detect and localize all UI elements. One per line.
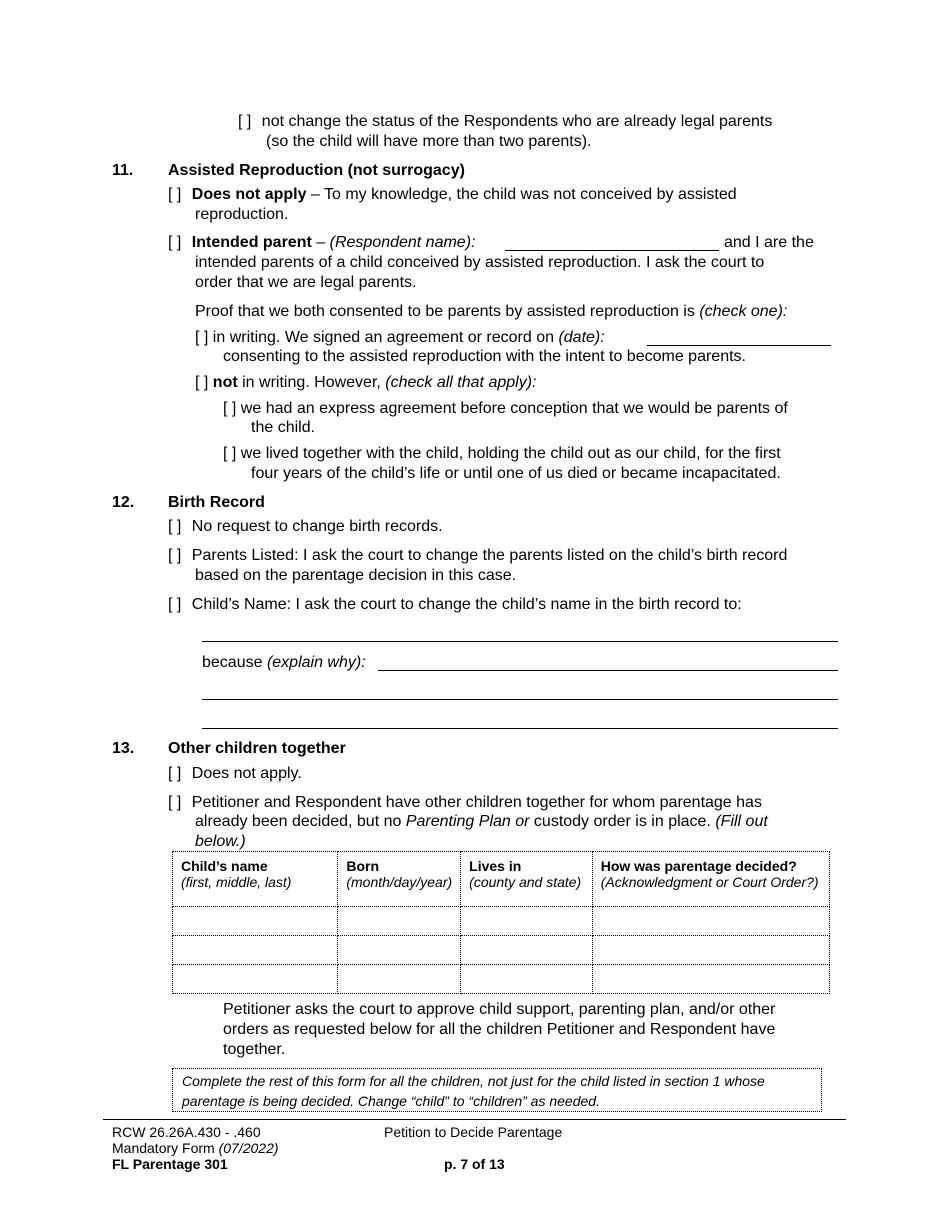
table-cell[interactable]	[173, 907, 338, 936]
table-cell[interactable]	[461, 936, 593, 965]
option-text: in writing. We signed an agreement or record on	[208, 329, 559, 346]
option-not-change-status	[238, 112, 772, 132]
table-cell[interactable]	[592, 936, 829, 965]
checkbox-other-children[interactable]: [ ]	[168, 794, 182, 811]
header-sub: (month/day/year)	[346, 874, 453, 890]
section-12-number: 12.	[112, 494, 135, 511]
option-text: we lived together with the child, holding the child out as our child, for the first	[236, 445, 781, 462]
checkbox-intended-parent[interactable]: [ ]	[168, 234, 182, 251]
mandatory-date: (07/2022)	[218, 1140, 279, 1156]
section-12-title: Birth Record	[168, 494, 265, 511]
header-title: Child’s name	[181, 858, 268, 874]
instruction-note	[172, 1068, 822, 1112]
text-a: already been decided, but no	[195, 813, 406, 830]
section-11-number: 11.	[112, 162, 134, 179]
table-cell[interactable]	[592, 907, 829, 936]
option-express-agreement	[223, 399, 788, 419]
explain-field-2[interactable]	[202, 699, 838, 700]
option-text: – To my knowledge, the child was not conceived by assisted	[306, 186, 737, 203]
option-text: and I are the	[724, 234, 814, 251]
other-children-table	[172, 851, 830, 994]
checkbox-no-request[interactable]: [ ]	[168, 518, 182, 535]
option-text-continued: consenting to the assisted reproduction with the intent to become parents.	[223, 348, 746, 365]
table-cell[interactable]	[461, 965, 593, 994]
because-instruction: (explain why):	[266, 654, 366, 671]
option-parents-listed	[168, 546, 787, 566]
table-cell[interactable]	[173, 965, 338, 994]
section-13-number: 13.	[112, 740, 135, 757]
respondent-name-field[interactable]	[505, 236, 719, 251]
section-13-title: Other children together	[168, 740, 346, 757]
because-label	[202, 653, 366, 673]
request-text: together.	[223, 1041, 286, 1058]
checkbox-not-in-writing[interactable]: [ ]	[195, 374, 209, 391]
check-all-instruction: (check all that apply):	[385, 374, 537, 391]
text-italic: Parenting Plan or	[405, 813, 530, 830]
explain-field-3[interactable]	[202, 728, 838, 729]
option-lived-together	[223, 444, 781, 464]
footer-rcw: RCW 26.26A.430 - .460	[112, 1124, 261, 1140]
request-text: orders as requested below for all the children Petitioner and Respondent have	[223, 1021, 776, 1038]
option-in-writing	[195, 328, 605, 348]
checkbox-lived-together[interactable]: [ ]	[223, 445, 237, 462]
mandatory-text: Mandatory Form	[112, 1140, 219, 1156]
table-cell[interactable]	[338, 907, 461, 936]
header-title: How was parentage decided?	[600, 858, 797, 874]
checkbox-childs-name[interactable]: [ ]	[168, 596, 182, 613]
footer-form-id: FL Parentage 301	[112, 1156, 228, 1172]
header-sub: (Acknowledgment or Court Order?)	[600, 874, 819, 890]
footer-title: Petition to Decide Parentage	[384, 1124, 563, 1140]
text-instruction: (Fill out	[715, 813, 768, 830]
explain-field-1[interactable]	[378, 670, 838, 671]
option-text-continued: below.)	[195, 833, 246, 850]
option-other-children	[168, 793, 762, 813]
checkbox-parents-listed[interactable]: [ ]	[168, 547, 182, 564]
table-cell[interactable]	[338, 965, 461, 994]
dash: –	[311, 234, 330, 251]
option-text: No request to change birth records.	[191, 518, 443, 535]
header-lives-in	[461, 852, 593, 907]
option-text-continued: intended parents of a child conceived by assisted reproduction. I ask the court to	[195, 254, 765, 271]
not-bold: not	[208, 374, 238, 391]
option-text: Does not apply.	[191, 765, 302, 782]
checkbox-does-not-apply-11[interactable]: [ ]	[168, 186, 182, 203]
agreement-date-field[interactable]	[647, 331, 831, 346]
option-text-continued: based on the parentage decision in this case.	[195, 567, 517, 584]
checkbox-does-not-apply-13[interactable]: [ ]	[168, 765, 182, 782]
option-not-in-writing	[195, 373, 536, 393]
table-cell[interactable]	[173, 936, 338, 965]
option-text-continued: reproduction.	[195, 206, 289, 223]
footer-divider	[103, 1119, 846, 1120]
because-text: because	[202, 654, 267, 671]
table-row	[173, 965, 830, 994]
date-label: (date):	[558, 329, 605, 346]
footer-page-number: p. 7 of 13	[444, 1156, 505, 1172]
table-cell[interactable]	[461, 907, 593, 936]
table-row	[173, 907, 830, 936]
option-text-continued	[195, 812, 768, 832]
header-sub: (county and state)	[469, 874, 582, 890]
header-born	[338, 852, 461, 907]
text-b: custody order is in place.	[529, 813, 716, 830]
option-intended-parent	[168, 233, 475, 253]
proof-prompt	[195, 302, 787, 322]
header-title: Lives in	[469, 858, 522, 874]
note-line: Complete the rest of this form for all the children, not just for the child listed in section 1 whose	[182, 1073, 765, 1089]
option-label-bold: Intended parent	[191, 234, 312, 251]
request-text: Petitioner asks the court to approve child support, parenting plan, and/or other	[223, 1001, 776, 1018]
checkbox-express-agreement[interactable]: [ ]	[223, 400, 237, 417]
checkbox-not-change-status[interactable]: [ ]	[238, 113, 252, 130]
header-parentage-decided	[592, 852, 829, 907]
option-text: Petitioner and Respondent have other children together for whom parentage has	[191, 794, 762, 811]
header-sub: (first, middle, last)	[181, 874, 292, 890]
table-cell[interactable]	[592, 965, 829, 994]
option-label-bold: Does not apply	[191, 186, 307, 203]
option-does-not-apply-13	[168, 764, 302, 784]
section-11-title: Assisted Reproduction (not surrogacy)	[168, 162, 465, 179]
option-childs-name	[168, 595, 742, 615]
option-no-request	[168, 517, 443, 537]
option-text: Child’s Name: I ask the court to change the child’s name in the birth record to:	[191, 596, 742, 613]
respondent-name-label: (Respondent name):	[329, 234, 476, 251]
checkbox-in-writing[interactable]: [ ]	[195, 329, 209, 346]
new-name-field[interactable]	[202, 641, 838, 642]
option-text-continued: (so the child will have more than two parents).	[266, 133, 592, 150]
header-title: Born	[346, 858, 379, 874]
table-cell[interactable]	[338, 936, 461, 965]
note-line: parentage is being decided. Change “child” to “children” as needed.	[182, 1093, 600, 1109]
option-does-not-apply-11	[168, 185, 737, 205]
option-text-continued: order that we are legal parents.	[195, 274, 417, 291]
option-text: Parents Listed: I ask the court to change the parents listed on the child’s birth record	[191, 547, 788, 564]
proof-text: Proof that we both consented to be parents by assisted reproduction is	[195, 303, 700, 320]
option-text-continued: the child.	[251, 419, 316, 436]
option-text: not change the status of the Respondents who are already legal parents	[261, 113, 773, 130]
table-row	[173, 936, 830, 965]
option-text-continued: four years of the child’s life or until one of us died or became incapacitated.	[251, 465, 781, 482]
option-text: we had an express agreement before conception that we would be parents of	[236, 400, 788, 417]
proof-instruction: (check one):	[699, 303, 788, 320]
option-text: in writing. However,	[237, 374, 386, 391]
header-childs-name	[173, 852, 338, 907]
table-header-row	[173, 852, 830, 907]
